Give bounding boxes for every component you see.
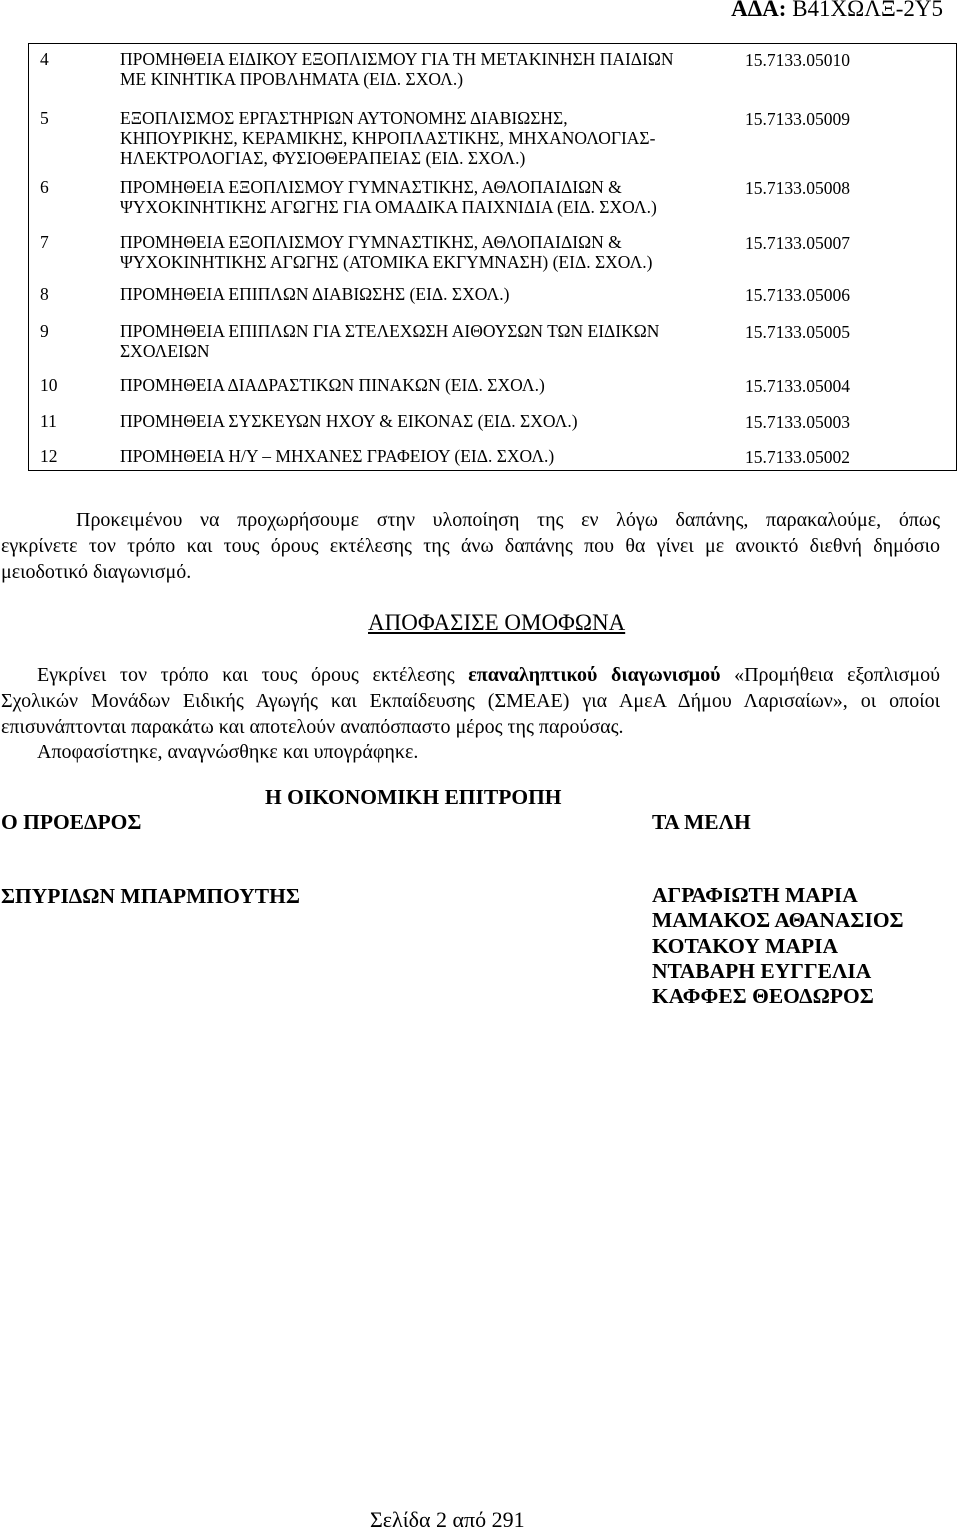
row-description bbox=[120, 446, 735, 466]
row-number: 9 bbox=[40, 321, 49, 341]
row-description-line: ΚΗΠΟΥΡΙΚΗΣ, ΚΕΡΑΜΙΚΗΣ, ΚΗΡΟΠΛΑΣΤΙΚΗΣ, ΜΗΧΑΝΟΛΟΓΙΑΣ- bbox=[120, 128, 656, 148]
row-description bbox=[120, 49, 735, 89]
row-budget-code: 15.7133.05007 bbox=[745, 233, 850, 253]
decision-paragraph-bold-text: επαναληπτικού διαγωνισμού bbox=[468, 664, 721, 686]
row-number: 4 bbox=[40, 49, 49, 69]
row-budget-code: 15.7133.05002 bbox=[745, 447, 850, 467]
budget-lines-table bbox=[28, 43, 957, 471]
row-number: 6 bbox=[40, 177, 49, 197]
closing-statement: Αποφασίστηκε, αναγνώσθηκε και υπογράφηκε. bbox=[37, 741, 419, 764]
request-paragraph bbox=[1, 508, 940, 585]
decision-paragraph-line: επισυνάπτονται παρακάτω και αποτελούν αναπόσπαστο μέρος της παρούσας. bbox=[1, 715, 624, 738]
row-description bbox=[120, 108, 735, 168]
row-budget-code: 15.7133.05005 bbox=[745, 322, 850, 342]
row-number: 10 bbox=[40, 375, 58, 395]
row-description-line: ΨΥΧΟΚΙΝΗΤΙΚΗΣ ΑΓΩΓΗΣ (ΑΤΟΜΙΚΑ ΕΚΓΥΜΝΑΣΗ) (ΕΙΔ. ΣΧΟΛ.) bbox=[120, 252, 653, 272]
row-description-line: ΨΥΧΟΚΙΝΗΤΙΚΗΣ ΑΓΩΓΗΣ ΓΙΑ ΟΜΑΔΙΚΑ ΠΑΙΧΝΙΔΙΑ (ΕΙΔ. ΣΧΟΛ.) bbox=[120, 197, 657, 217]
row-description-line: ΠΡΟΜΗΘΕΙΑ Η/Υ – ΜΗΧΑΝΕΣ ΓΡΑΦΕΙΟΥ (ΕΙΔ. ΣΧΟΛ.) bbox=[120, 446, 555, 466]
request-paragraph-line: Προκειμένου να προχωρήσουμε στην υλοποίηση της εν λόγω δαπάνης, παρακαλούμε, όπως bbox=[76, 509, 940, 531]
row-description-line: ΠΡΟΜΗΘΕΙΑ ΔΙΑΔΡΑΣΤΙΚΩΝ ΠΙΝΑΚΩΝ (ΕΙΔ. ΣΧΟΛ.) bbox=[120, 375, 545, 395]
row-description-line: ΗΛΕΚΤΡΟΛΟΓΙΑΣ, ΦΥΣΙΟΘΕΡΑΠΕΙΑΣ (ΕΙΔ. ΣΧΟΛ.) bbox=[120, 148, 526, 168]
row-number: 7 bbox=[40, 232, 49, 252]
row-budget-code: 15.7133.05003 bbox=[745, 412, 850, 432]
row-description-line: ΕΞΟΠΛΙΣΜΟΣ ΕΡΓΑΣΤΗΡΙΩΝ ΑΥΤΟΝΟΜΗΣ ΔΙΑΒΙΩΣΗΣ, bbox=[120, 108, 568, 128]
decision-paragraph-line bbox=[1, 663, 940, 689]
page-number: Σελίδα 2 από 291 bbox=[370, 1507, 525, 1532]
row-description bbox=[120, 375, 735, 395]
ada-code: Β41ΧΩΛΞ-2Υ5 bbox=[792, 0, 943, 21]
member-name: ΚΟΤΑΚΟΥ ΜΑΡΙΑ bbox=[652, 933, 839, 958]
row-description-line: ΜΕ ΚΙΝΗΤΙΚΑ ΠΡΟΒΛΗΜΑΤΑ (ΕΙΔ. ΣΧΟΛ.) bbox=[120, 69, 464, 89]
row-number: 5 bbox=[40, 108, 49, 128]
members-list bbox=[652, 883, 904, 1009]
row-budget-code: 15.7133.05009 bbox=[745, 109, 850, 129]
row-description bbox=[120, 284, 735, 304]
decision-paragraph-text: Εγκρίνει τον τρόπο και τους όρους εκτέλεσης bbox=[37, 664, 469, 686]
row-budget-code: 15.7133.05008 bbox=[745, 178, 850, 198]
decision-heading: ΑΠΟΦΑΣΙΣΕ ΟΜΟΦΩΝΑ bbox=[368, 610, 626, 635]
member-name: ΚΑΦΦΕΣ ΘΕΟΔΩΡΟΣ bbox=[652, 984, 874, 1009]
row-budget-code: 15.7133.05006 bbox=[745, 285, 850, 305]
chair-title: Ο ΠΡΟΕΔΡΟΣ bbox=[1, 810, 142, 834]
request-paragraph-line: εγκρίνετε τον τρόπο και τους όρους εκτέλεσης της άνω δαπάνης που θα γίνει με ανοικτό διεθνή δημόσιο bbox=[1, 534, 940, 557]
row-budget-code: 15.7133.05010 bbox=[745, 50, 850, 70]
committee-title: Η ΟΙΚΟΝΟΜΙΚΗ ΕΠΙΤΡΟΠΗ bbox=[265, 785, 562, 809]
member-name: ΜΑΜΑΚΟΣ ΑΘΑΝΑΣΙΟΣ bbox=[652, 908, 904, 933]
ada-label: ΑΔΑ: bbox=[731, 0, 787, 21]
member-name: ΝΤΑΒΑΡΗ ΕΥΓΓΕΛΙΑ bbox=[652, 958, 872, 983]
row-description bbox=[120, 411, 735, 431]
row-budget-code: 15.7133.05004 bbox=[745, 376, 850, 396]
row-description-line: ΠΡΟΜΗΘΕΙΑ ΕΙΔΙΚΟΥ ΕΞΟΠΛΙΣΜΟΥ ΓΙΑ ΤΗ ΜΕΤΑΚΙΝΗΣΗ ΠΑΙΔΙΩΝ bbox=[120, 49, 674, 69]
decision-paragraph-line: Σχολικών Μονάδων Ειδικής Αγωγής και Εκπαίδευσης (ΣΜΕΑΕ) για ΑμεΑ Δήμου Λαρισαίων», οι οποίοι bbox=[1, 689, 940, 712]
row-description bbox=[120, 321, 735, 361]
row-number: 12 bbox=[40, 446, 58, 466]
row-description-line: ΠΡΟΜΗΘΕΙΑ ΕΠΙΠΛΩΝ ΔΙΑΒΙΩΣΗΣ (ΕΙΔ. ΣΧΟΛ.) bbox=[120, 284, 510, 304]
row-description bbox=[120, 232, 735, 272]
ada-header bbox=[731, 0, 943, 23]
row-description-line: ΠΡΟΜΗΘΕΙΑ ΕΠΙΠΛΩΝ ΓΙΑ ΣΤΕΛΕΧΩΣΗ ΑΙΘΟΥΣΩΝ ΤΩΝ ΕΙΔΙΚΩΝ bbox=[120, 321, 660, 341]
chair-name: ΣΠΥΡΙΔΩΝ ΜΠΑΡΜΠΟΥΤΗΣ bbox=[1, 884, 300, 908]
request-paragraph-line: μειοδοτικό διαγωνισμό. bbox=[1, 560, 192, 583]
decision-paragraph-text: «Προμήθεια εξοπλισμού bbox=[720, 664, 941, 686]
member-name: ΑΓΡΑΦΙΩΤΗ ΜΑΡΙΑ bbox=[652, 883, 858, 907]
row-description bbox=[120, 177, 735, 217]
row-description-line: ΠΡΟΜΗΘΕΙΑ ΕΞΟΠΛΙΣΜΟΥ ΓΥΜΝΑΣΤΙΚΗΣ, ΑΘΛΟΠΑΙΔΙΩΝ & bbox=[120, 177, 622, 197]
members-title: ΤΑ ΜΕΛΗ bbox=[652, 810, 751, 834]
row-number: 11 bbox=[40, 411, 57, 431]
row-number: 8 bbox=[40, 284, 49, 304]
row-description-line: ΠΡΟΜΗΘΕΙΑ ΕΞΟΠΛΙΣΜΟΥ ΓΥΜΝΑΣΤΙΚΗΣ, ΑΘΛΟΠΑΙΔΙΩΝ & bbox=[120, 232, 622, 252]
row-description-line: ΣΧΟΛΕΙΩΝ bbox=[120, 341, 210, 361]
decision-paragraph bbox=[1, 663, 940, 766]
row-description-line: ΠΡΟΜΗΘΕΙΑ ΣΥΣΚΕΥΩΝ ΗΧΟΥ & ΕΙΚΟΝΑΣ (ΕΙΔ. ΣΧΟΛ.) bbox=[120, 411, 578, 431]
